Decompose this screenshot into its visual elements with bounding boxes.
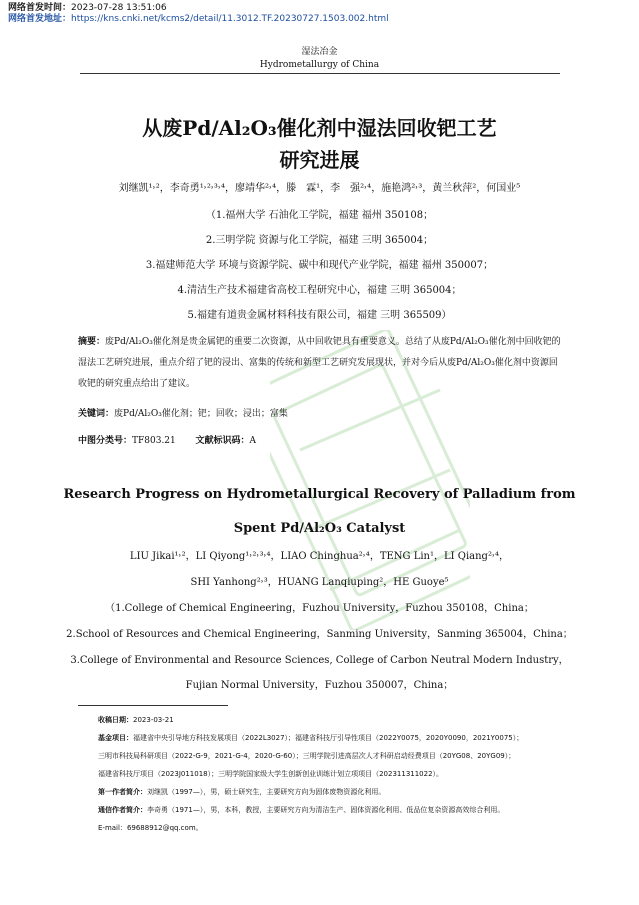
affiliation-en-3: 3.College of Environmental and Resource Sciences, College of Carbon Neutral Modern Industry， [70, 655, 569, 666]
title-cn-line1: 从废Pd/Al₂O₃催化剂中湿法回收钯工艺 [142, 116, 497, 140]
abstract: 摘要：废Pd/Al₂O₃催化剂是贵金属钯的重要二次资源，从中回收钯具有重要意义。总结了从废Pd/Al₂O₃催化剂中回收钯的湿法工艺研究进展，重点介绍了钯的浸出、富集的传统和新型工艺研究发展现状，并对今后从废Pd/Al₂O₃催化剂中资源回收钯的研究重点给出了建议。 [78, 337, 561, 389]
affiliation-en-4: Fujian Normal University，Fuzhou 350007，China； [185, 680, 454, 691]
header-rule [80, 73, 560, 74]
affiliation-cn-2: 2.三明学院 资源与化工学院，福建 三明 365004； [205, 235, 434, 246]
affiliation-cn-1: （1.福州大学 石油化工学院，福建 福州 350108； [205, 210, 434, 221]
affiliation-cn-3: 3.福建师范大学 环境与资源学院、碳中和现代产业学院，福建 福州 350007； [145, 260, 494, 271]
classification: 中图分类号：TF803.21 文献标识码：A [78, 436, 257, 446]
footnote-fund-line3: 福建省科技厅项目（2023J011018）；三明学院国家级大学生创新创业训练计划立项项目（202311311022）。 [98, 770, 444, 778]
keywords: 关键词：废Pd/Al₂O₃催化剂；钯；回收；浸出；富集 [78, 409, 288, 419]
affiliation-cn-4: 4.清洁生产技术福建省高校工程研究中心，福建 三明 365004； [177, 285, 462, 296]
authors-en-line1: LIU Jikai¹˒²，LI Qiyong¹˒²˒³˒⁴，LIAO Chinghua²˒⁴，TENG Lin¹，LI Qiang²˒⁴， [129, 551, 510, 562]
footnote-fund: 基金项目：福建省中央引导地方科技发展项目（2022L3027）；福建省科技厅引导性项目（2022Y0075，2020Y0090，2021Y0075）； [98, 734, 524, 742]
journal-name-cn: 湿法冶金 [301, 47, 338, 57]
online-publish-time: 网络首发时间：2023-07-28 13:51:06 [8, 3, 167, 13]
footnote-rule [78, 705, 228, 706]
affiliation-en-2: 2.School of Resources and Chemical Engineering，Sanming University，Sanming 365004，China； [66, 629, 573, 640]
affiliation-en-1: （1.College of Chemical Engineering，Fuzhou University，Fuzhou 350108，China； [105, 603, 534, 614]
footnotes [98, 711, 588, 837]
journal-name-en: Hydrometallurgy of China [259, 60, 380, 70]
footnote-first-author: 第一作者简介：刘继凯（1997—），男，硕士研究生，主要研究方向为固体废物资源化利用。 [98, 788, 386, 796]
footnote-received: 收稿日期：2023-03-21 [98, 716, 174, 724]
footnote-corresponding: 通信作者简介：李奇勇（1971—），男，本科，教授，主要研究方向为清洁生产、固体资源化利用、低品位复杂资源高效综合利用。 [98, 806, 505, 814]
affiliation-cn-5: 5.福建有道贵金属材料科技有限公司，福建 三明 365509） [187, 310, 452, 321]
title-en-line1: Research Progress on Hydrometallurgical Recovery of Palladium from [63, 487, 576, 502]
title-en-line2: Spent Pd/Al₂O₃ Catalyst [233, 521, 406, 536]
authors-en-line2: SHI Yanhong²˒³，HUANG Lanqiuping²，HE Guoye⁵ [190, 577, 449, 588]
footnote-fund-line2: 三明市科技局科研项目（2022-G-9，2021-G-4，2020-G-60）；三明学院引进高层次人才科研启动经费项目（20YG08、20YG09）； [98, 752, 516, 760]
online-publish-url[interactable]: 网络首发地址：https://kns.cnki.net/kcms2/detail/11.3012.TF.20230727.1503.002.html [8, 14, 389, 24]
authors-cn: 刘继凯¹˒²，李奇勇¹˒²˒³˒⁴，廖靖华²˒⁴，滕 霖¹，李 强²˒⁴，施艳鸿²˒³，黄兰秋萍²，何国业⁵ [118, 183, 521, 194]
title-cn-line2: 研究进展 [279, 148, 360, 172]
footnote-email: E-mail：69688912@qq.com。 [98, 824, 203, 832]
